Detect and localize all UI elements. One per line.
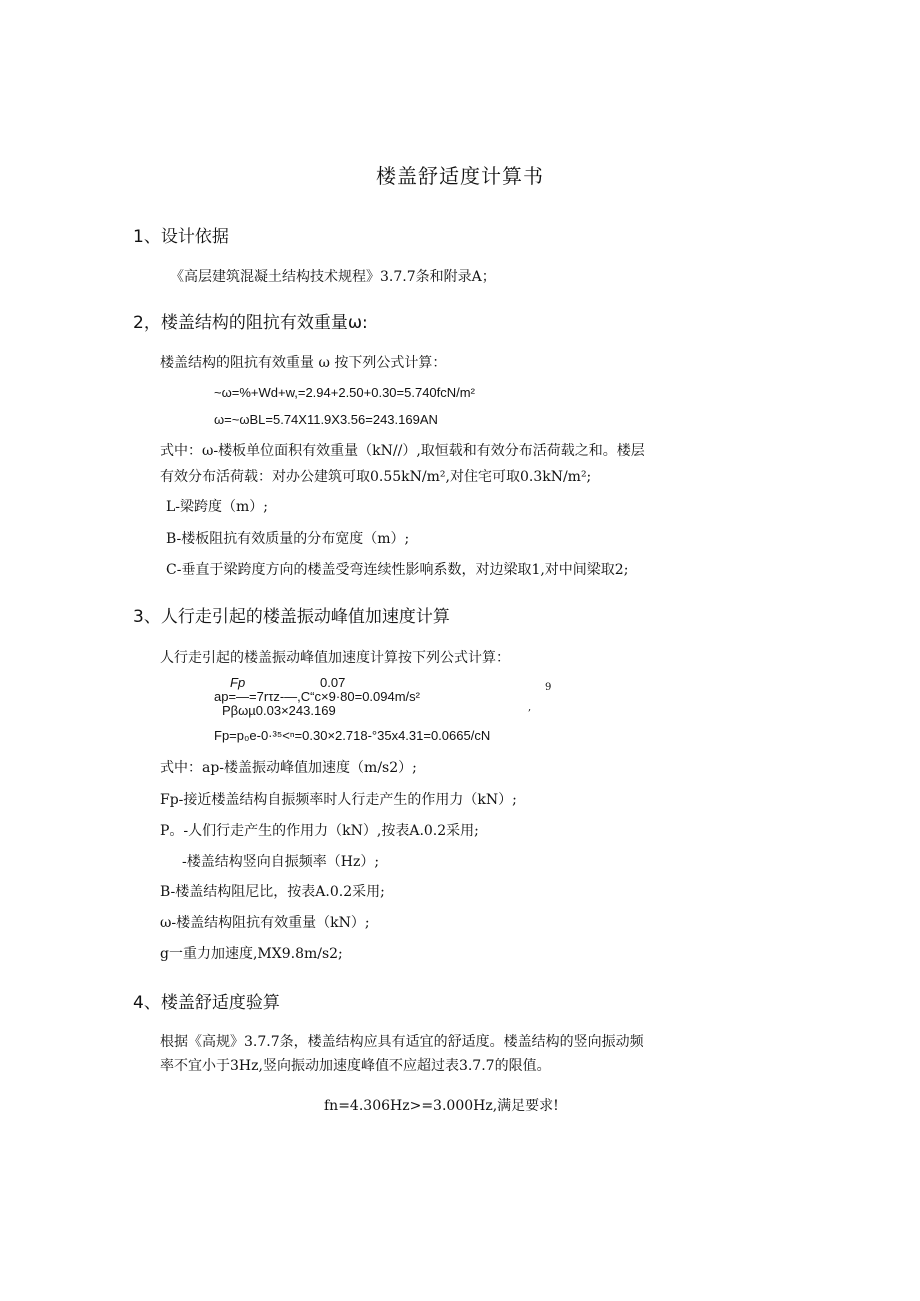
formula-walking-force: Fp=p₀e-0·³⁵<ⁿ=0.30×2.718-°35x4.31=0.0665/cN <box>214 728 491 743</box>
formula-mark-9: 9 <box>545 682 552 693</box>
page-title: 楼盖舒适度计算书 <box>376 164 544 188</box>
formula-numerator-value: 0.07 <box>320 675 346 690</box>
definition-C: C-垂直于梁跨度方向的楼盖受弯连续性影响系数，对边梁取1,对中间梁取2; <box>166 562 629 578</box>
formula-effective-weight-per-area: ~ω=%+Wd+w,=2.94+2.50+0.30=5.740fcN/m² <box>214 385 475 400</box>
definition-omega: ω-楼盖结构阻抗有效重量（kN）; <box>160 915 370 931</box>
definition-B: B-楼板阻抗有效质量的分布宽度（m）; <box>166 531 410 547</box>
formula-numerator-Fp: Fp <box>230 675 246 690</box>
formula-peak-acceleration: ap=—=7rτz-—,C“c×9·80=0.094m/s² <box>214 689 421 704</box>
section-1-text: 《高层建筑混凝土结构技术规程》3.7.7条和附录A； <box>170 269 496 285</box>
formula-mark-comma: , <box>528 702 532 713</box>
definition-Fp: Fp-接近楼盖结构自振频率时人行走产生的作用力（kN）; <box>160 792 517 808</box>
definition-ap: 式中：ap-楼盖振动峰值加速度（m/s2）; <box>160 760 417 776</box>
definition-L: L-梁跨度（m）; <box>166 499 269 515</box>
section-1-heading: 1、设计依据 <box>133 227 229 247</box>
section-4-paragraph-line1: 根据《高规》3.7.7条，楼盖结构应具有适宜的舒适度。楼盖结构的竖向振动频 <box>160 1034 644 1050</box>
formula-effective-weight: ω=~ωBL=5.74X11.9X3.56=243.169AN <box>214 412 438 427</box>
definition-omega-line1: 式中：ω-楼板单位面积有效重量（kN//）,取恒载和有效分布活荷载之和。楼层 <box>160 443 645 459</box>
check-result: fn=4.306Hz>=3.000Hz,满足要求! <box>324 1098 559 1114</box>
section-2-heading: 2，楼盖结构的阻抗有效重量ω: <box>133 313 368 333</box>
section-3-intro: 人行走引起的楼盖振动峰值加速度计算按下列公式计算： <box>160 650 510 666</box>
definition-gravity: g一重力加速度,MX9.8m/s2; <box>160 946 343 962</box>
definition-damping-ratio: B-楼盖结构阻尼比，按表A.0.2采用; <box>160 884 385 900</box>
section-3-heading: 3、人行走引起的楼盖振动峰值加速度计算 <box>133 607 450 627</box>
formula-denominator: Pβωµ0.03×243.169 <box>222 703 336 718</box>
definition-natural-frequency: -楼盖结构竖向自振频率（Hz）; <box>182 854 380 870</box>
definition-P0: P。-人们行走产生的作用力（kN）,按表A.0.2采用; <box>160 823 479 839</box>
section-2-intro: 楼盖结构的阻抗有效重量 ω 按下列公式计算： <box>160 355 447 371</box>
definition-omega-line2: 有效分布活荷载：对办公建筑可取0.55kN/m²,对住宅可取0.3kN/m²; <box>160 469 592 485</box>
section-4-paragraph-line2: 率不宜小于3Hz,竖向振动加速度峰值不应超过表3.7.7的限值。 <box>160 1058 551 1074</box>
section-4-heading: 4、楼盖舒适度验算 <box>133 993 280 1013</box>
